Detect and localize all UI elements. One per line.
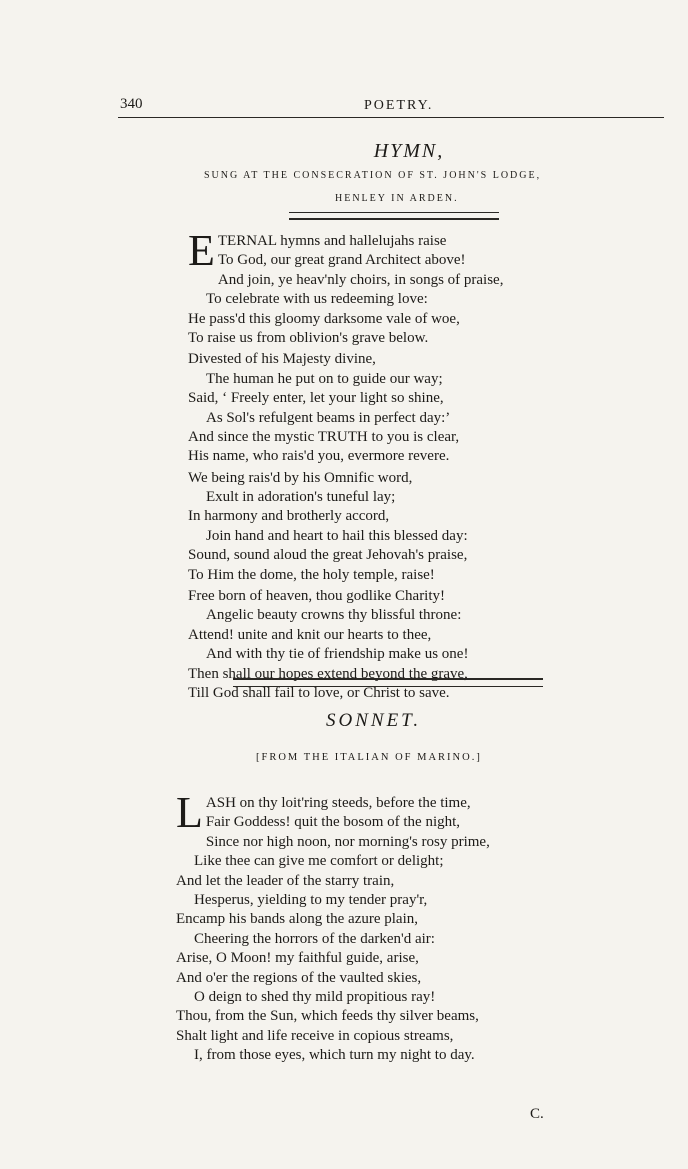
poem-line: Attend! unite and knit our hearts to thee, [188,626,432,643]
poem-line: Angelic beauty crowns thy blissful throne: [206,607,462,624]
hymn-title-rule [289,212,499,220]
poem-line: Hesperus, yielding to my tender pray'r, [194,891,428,908]
poem-line: Thou, from the Sun, which feeds thy silver beams, [176,1008,479,1025]
section-divider-rule [233,678,543,687]
poem-line: TERNAL hymns and hallelujahs raise [217,233,447,249]
hymn-stanza-1 [188,226,504,348]
poem-line: To celebrate with us redeeming love: [206,291,428,308]
hymn-title: HYMN, [373,140,445,162]
hymn-subtitle-line2: HENLEY IN ARDEN. [335,193,459,204]
poem-line: He pass'd this gloomy darksome vale of woe, [188,310,460,327]
poem-line: Encamp his bands along the azure plain, [176,911,419,928]
poem-line: Sound, sound aloud the great Jehovah's praise, [188,547,468,564]
poem-line: The human he put on to guide our way; [206,370,443,387]
poem-line: And let the leader of the starry train, [176,872,395,889]
poem-line: And with thy tie of friendship make us one! [206,646,469,663]
poem-line: ASH on thy loit'ring steeds, before the time, [205,795,471,811]
poem-line: To raise us from oblivion's grave below. [188,329,429,346]
hymn-stanza-3 [188,469,474,585]
page-number: 340 [120,96,143,112]
poem-line: And o'er the regions of the vaulted skies, [176,969,422,986]
hymn-subtitle-line1: SUNG AT THE CONSECRATION OF ST. JOHN'S LODGE, [204,170,542,181]
poem-line: Like thee can give me comfort or delight; [194,853,444,870]
poem-line: Till God shall fail to love, or Christ to save. [188,684,450,701]
hymn-stanza-2 [188,350,474,466]
poem-line: In harmony and brotherly accord, [188,508,390,525]
poem-line: Then shall our hopes extend beyond the grave, [188,665,468,682]
hymn-body [188,226,504,703]
poem-line: Divested of his Majesty divine, [188,351,376,368]
poem-line: Cheering the horrors of the darken'd air: [194,930,435,947]
poem-line: To God, our great grand Architect above! [217,252,466,269]
hymn-dropcap: E [188,226,215,275]
sonnet-title: SONNET. [326,710,422,731]
poem-line: As Sol's refulgent beams in perfect day:’ [206,409,451,426]
running-head: POETRY. [364,98,434,113]
poem-line: And join, ye heav'nly choirs, in songs of praise, [217,271,504,288]
poem-line: Free born of heaven, thou godlike Charity! [188,588,446,605]
poem-line: To Him the dome, the holy temple, raise! [188,566,435,583]
sonnet-dropcap: L [176,788,203,837]
poem-line: Said, ‘ Freely enter, let your light so shine, [188,390,444,407]
sonnet-subtitle: [FROM THE ITALIAN OF MARINO.] [256,752,482,763]
poem-line: Since nor high noon, nor morning's rosy prime, [205,833,490,850]
poem-line: Join hand and heart to hail this blessed day: [206,527,468,544]
poem-line: I, from those eyes, which turn my night to day. [194,1047,475,1064]
poem-line: Arise, O Moon! my faithful guide, arise, [176,950,419,967]
header-rule [118,117,664,118]
poem-line: And since the mystic TRUTH to you is clear, [188,428,460,445]
poem-line: Shalt light and life receive in copious streams, [176,1027,454,1044]
poem-line: Exult in adoration's tuneful lay; [206,489,396,506]
poem-line: His name, who rais'd you, evermore revere. [188,448,450,465]
signature: C. [530,1106,544,1122]
poem-line: O deign to shed thy mild propitious ray! [194,988,436,1005]
sonnet-body [176,788,490,1065]
poem-line: Fair Goddess! quit the bosom of the night, [205,814,461,831]
poem-line: We being rais'd by his Omnific word, [188,469,413,486]
